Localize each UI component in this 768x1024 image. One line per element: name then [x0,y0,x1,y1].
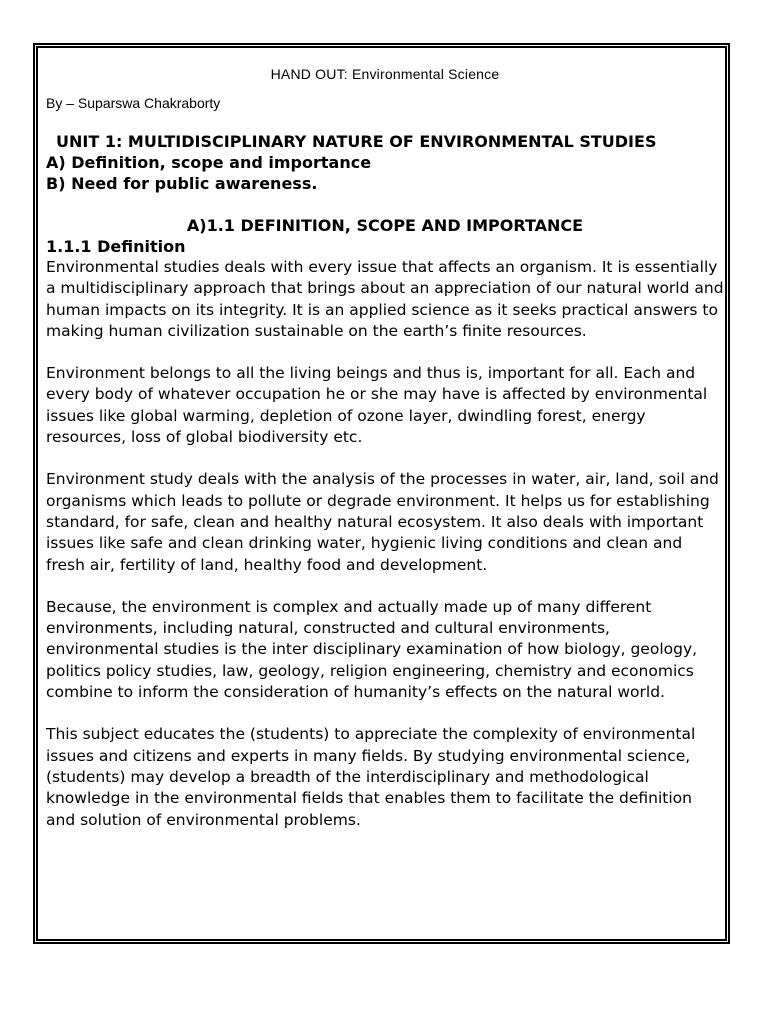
sub-heading-definition: 1.1.1 Definition [46,237,186,256]
section-heading: A)1.1 DEFINITION, SCOPE AND IMPORTANCE [186,216,584,235]
handout-page [46,60,726,831]
paragraph-1: Environmental studies deals with every issue that affects an organism. It is essentially a multidisciplinary approach that brings about an appreciation of our natural world and human impacts on its integrity. It is an applied science as it seeks practical answers to making human civilization sustainable on the earth’s finite resources. [46,258,724,340]
handout-header: HAND OUT: Environmental Science [270,66,500,82]
unit-block [46,131,726,194]
author-line: By – Suparswa Chakraborty [46,95,221,111]
unit-item-awareness: B) Need for public awareness. [46,174,318,193]
paragraph-5: This subject educates the (students) to appreciate the complexity of environmental issues and citizens and experts in many fields. By studying environmental science, (students) may develop a breadth of the interdisciplinary and methodological knowledge in the environmental fields that enables them to facilitate the definition and solution of environmental problems. [46,725,696,829]
paragraph-2: Environment belongs to all the living beings and thus is, important for all. Each and every body of whatever occupation he or she may have is affected by environmental issues like global warming, depletion of ozone layer, dwindling forest, energy resources, loss of global biodiversity etc. [46,364,708,447]
unit-item-definition: A) Definition, scope and importance [46,153,372,172]
paragraph-4: Because, the environment is complex and actually made up of many different environments, including natural, constructed and cultural environments, environmental studies is the inter disciplinary examination of how biology, geology, politics policy studies, law, geology, religion engineering, chemistry and economics combine to inform the consideration of humanity’s effects on the natural world. [46,597,698,702]
unit-title: UNIT 1: MULTIDISCIPLINARY NATURE OF ENVIRONMENTAL STUDIES [56,132,657,151]
paragraph-3: Environment study deals with the analysis of the processes in water, air, land, soil and organisms which leads to pollute or degrade environment. It helps us for establishing standard, for safe, clean and healthy natural ecosystem. It also deals with important issues like safe and clean drinking water, hygienic living conditions and clean and fresh air, fertility of land, healthy food and development. [46,470,719,574]
